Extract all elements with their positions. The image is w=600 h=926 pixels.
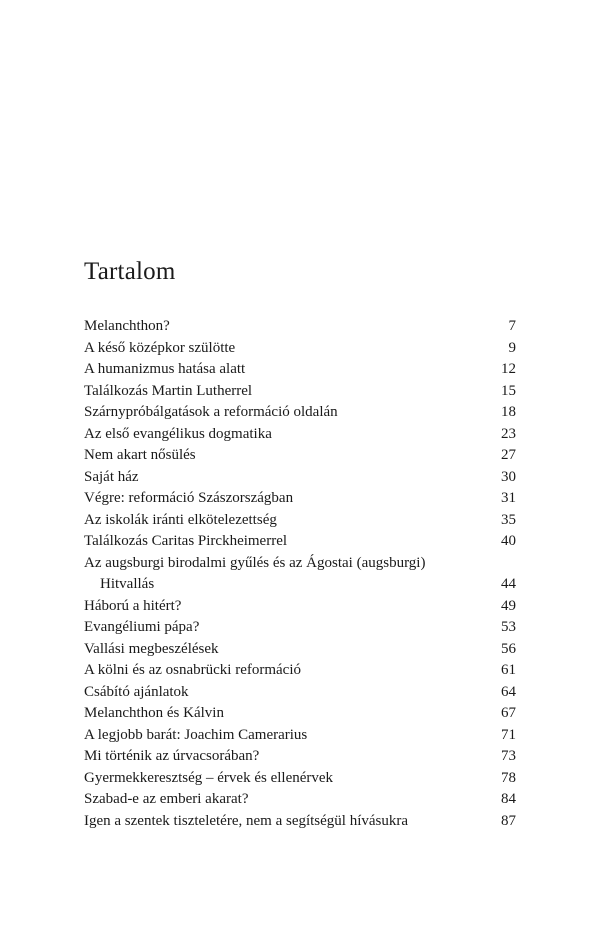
toc-entry	[84, 338, 516, 360]
toc-entry-title: Evangéliumi pápa?	[84, 619, 200, 635]
toc-entry-title: Igen a szentek tiszteletére, nem a segítségül hívásukra	[84, 812, 409, 829]
toc-entry-page: 18	[501, 404, 516, 420]
toc-entry	[84, 445, 516, 467]
toc-entry-title: Szabad-e az emberi akarat?	[84, 791, 249, 807]
toc-entry-page: 87	[501, 812, 516, 829]
toc-entry-title: A kölni és az osnabrücki reformáció	[84, 662, 302, 678]
toc-entry-title-continuation: Hitvallás	[100, 576, 155, 592]
table-of-contents	[84, 316, 516, 832]
page-title: Tartalom	[84, 258, 176, 285]
toc-entry-title: Szárnypróbálgatások a reformáció oldalán	[84, 404, 338, 420]
toc-entry-page: 40	[501, 533, 516, 549]
toc-entry-title: Melanchthon?	[84, 318, 170, 334]
toc-entry	[84, 746, 516, 768]
toc-entry	[84, 811, 516, 833]
toc-entry-title: Találkozás Martin Lutherrel	[84, 382, 253, 399]
toc-entry-page: 49	[501, 597, 516, 614]
toc-entry-page: 30	[501, 468, 516, 485]
toc-entry	[84, 639, 516, 661]
toc-entry-page: 67	[501, 705, 516, 721]
toc-entry	[84, 660, 516, 682]
toc-entry-page: 9	[508, 339, 516, 356]
toc-entry-title: Az iskolák iránti elkötelezettség	[84, 511, 277, 528]
toc-entry-page: 53	[501, 619, 516, 635]
toc-entry-page: 84	[501, 791, 516, 807]
toc-entry-title: Az első evangélikus dogmatika	[84, 425, 272, 442]
toc-entry-title: Háború a hitért?	[84, 597, 182, 614]
toc-entry	[84, 531, 516, 553]
toc-entry	[84, 553, 516, 596]
toc-entry	[84, 510, 516, 532]
toc-entry-page: 12	[501, 361, 516, 377]
toc-entry-title: A humanizmus hatása alatt	[84, 361, 246, 377]
toc-entry-page: 23	[501, 425, 516, 442]
toc-entry	[84, 424, 516, 446]
toc-entry	[84, 768, 516, 790]
toc-entry-page: 56	[501, 640, 516, 657]
toc-entry	[84, 488, 516, 510]
toc-entry-page: 71	[501, 726, 516, 743]
toc-entry	[84, 725, 516, 747]
toc-entry-page: 15	[501, 382, 516, 399]
toc-entry-page: 78	[501, 769, 516, 786]
toc-entry-page: 73	[501, 748, 516, 764]
toc-entry-page: 35	[501, 511, 516, 528]
toc-entry-title: Vallási megbeszélések	[84, 640, 219, 657]
toc-entry	[84, 467, 516, 489]
toc-entry	[84, 316, 516, 338]
toc-entry-title: Az augsburgi birodalmi gyűlés és az Ágostai (augsburgi)	[84, 554, 426, 571]
toc-entry	[84, 617, 516, 639]
toc-entry-title: Melanchthon és Kálvin	[84, 705, 224, 721]
toc-entry-page: 64	[501, 683, 516, 700]
toc-entry-page: 7	[508, 318, 516, 334]
toc-entry-title: A késő középkor szülötte	[84, 339, 236, 356]
toc-entry	[84, 596, 516, 618]
toc-entry-title: Végre: reformáció Szászországban	[84, 490, 294, 506]
toc-entry	[84, 682, 516, 704]
toc-entry	[84, 789, 516, 811]
toc-entry-title: Nem akart nősülés	[84, 447, 196, 463]
toc-entry-title: Saját ház	[84, 468, 139, 485]
toc-entry	[84, 402, 516, 424]
toc-entry	[84, 381, 516, 403]
toc-entry-title: Csábító ajánlatok	[84, 683, 189, 700]
toc-entry	[84, 359, 516, 381]
toc-entry-page: 27	[501, 447, 516, 463]
toc-entry-page: 61	[501, 662, 516, 678]
toc-entry-page: 44	[501, 576, 516, 592]
toc-entry-page: 31	[501, 490, 516, 506]
toc-entry-title: Mi történik az úrvacsorában?	[84, 748, 260, 764]
toc-entry-title: A legjobb barát: Joachim Camerarius	[84, 726, 308, 743]
toc-entry	[84, 703, 516, 725]
toc-entry-title: Gyermekkeresztség – érvek és ellenérvek	[84, 769, 334, 786]
toc-entry-title: Találkozás Caritas Pirckheimerrel	[84, 533, 288, 549]
